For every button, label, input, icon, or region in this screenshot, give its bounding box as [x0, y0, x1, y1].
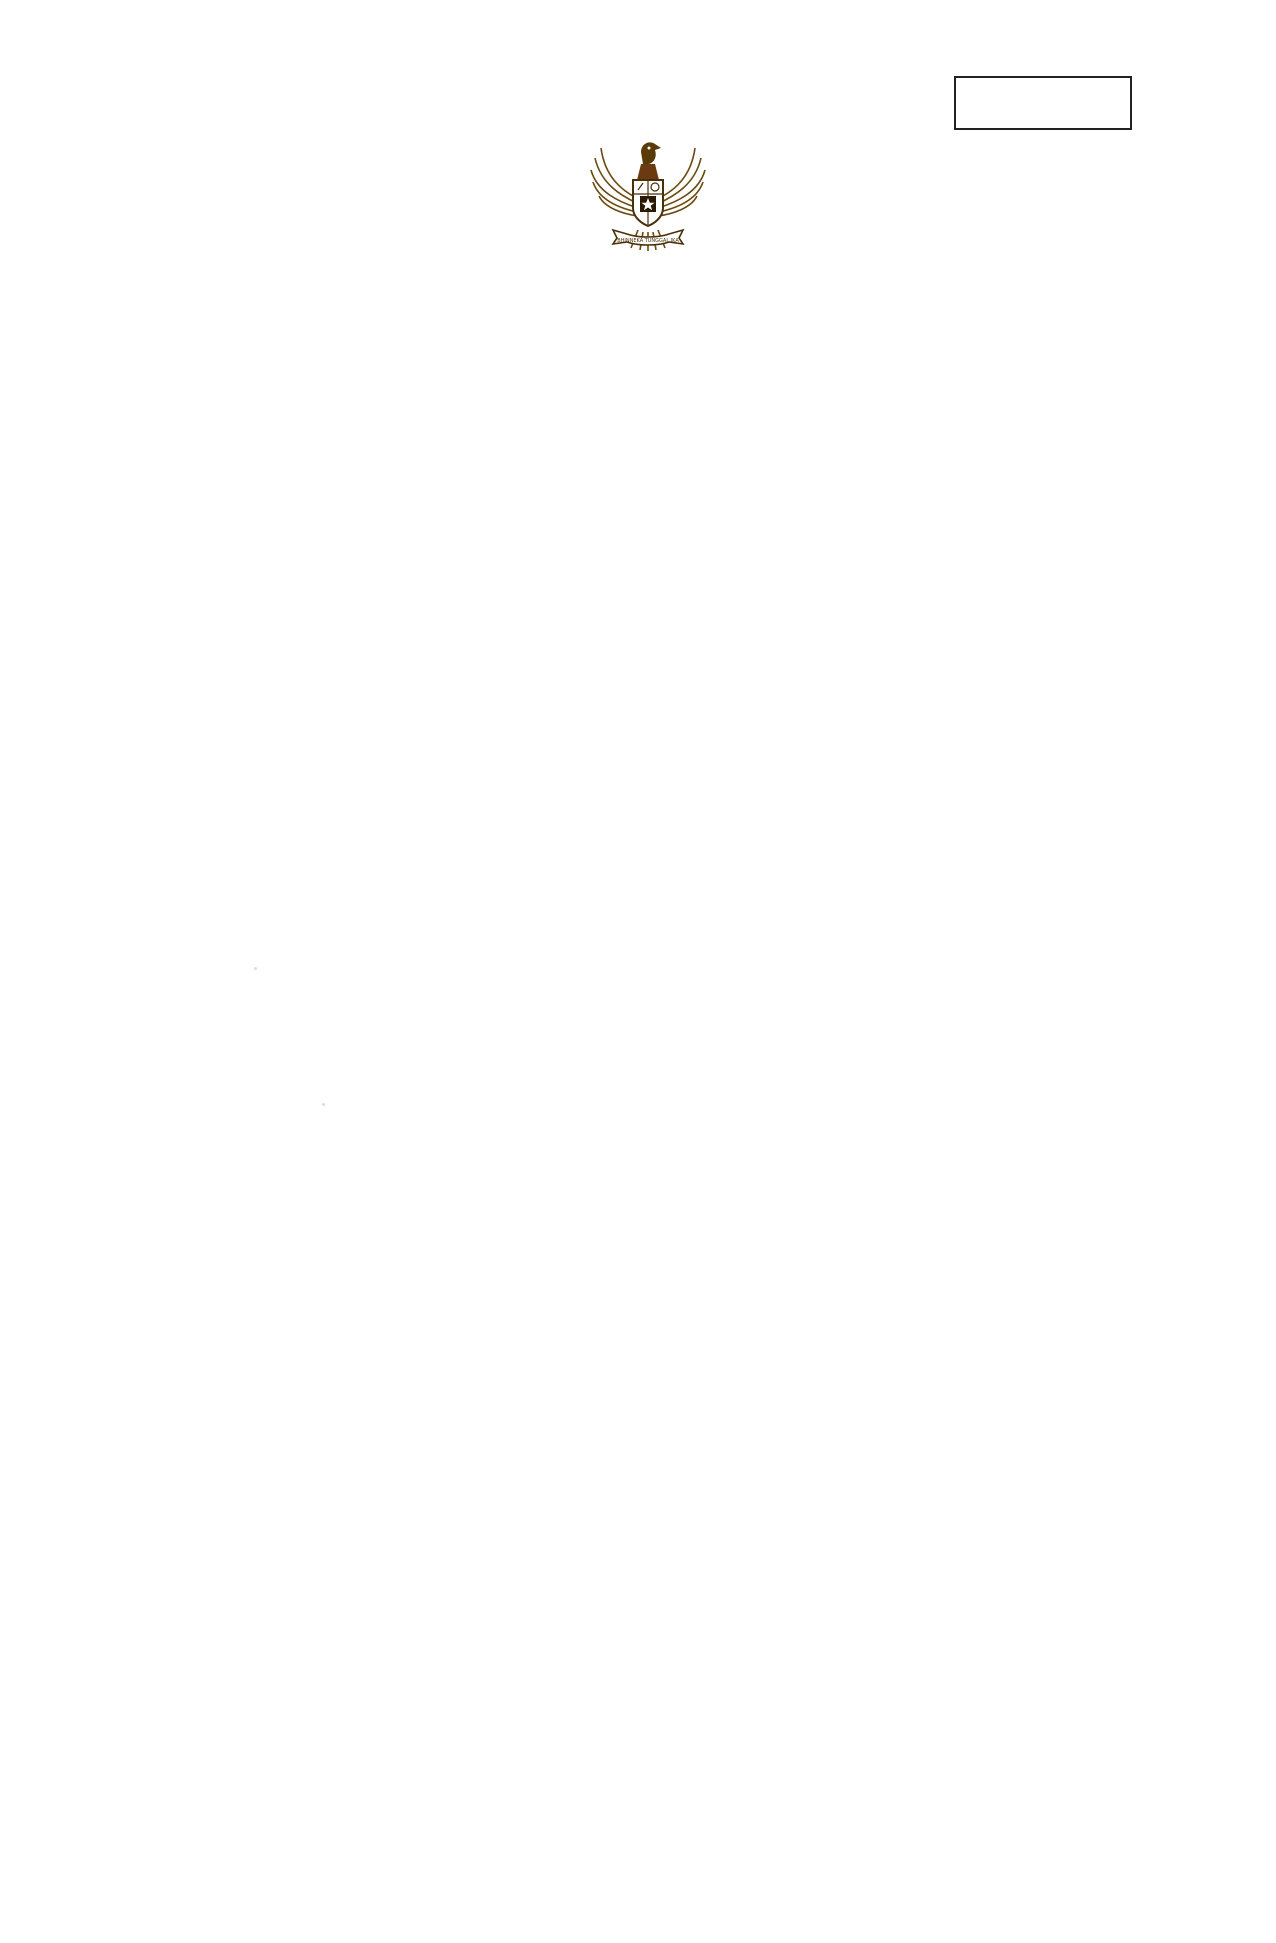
- garuda-pancasila-emblem-icon: [583, 130, 713, 258]
- scan-speck: [254, 967, 257, 970]
- svg-text:BHINNEKA TUNGGAL IKA: BHINNEKA TUNGGAL IKA: [617, 238, 679, 244]
- scan-speck: [322, 1103, 325, 1106]
- salinan-stamp: [954, 76, 1132, 130]
